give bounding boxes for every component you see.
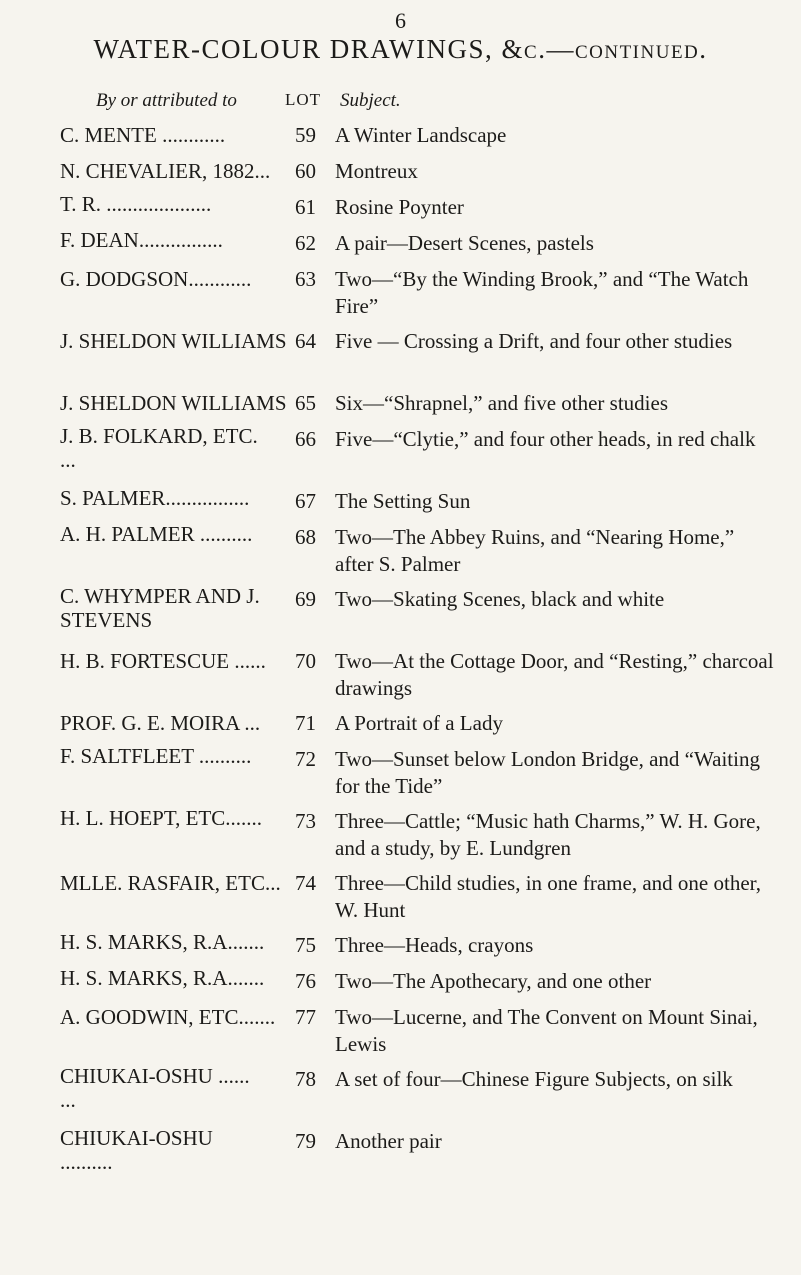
subject-cell: Two—The Abbey Ruins, and “Nearing Home,” after S. Palmer <box>335 525 735 576</box>
lot-number: 65 <box>295 391 316 415</box>
table-row <box>0 930 801 966</box>
lot-number: 64 <box>295 329 316 353</box>
artist-cell: J. SHELDON WILLIAMS <box>60 391 287 415</box>
artist-cell: C. MENTE ............ <box>60 123 226 147</box>
table-row <box>0 264 801 326</box>
lot-number: 76 <box>295 969 316 993</box>
artist-cell: J. B. FOLKARD, ETC. ... <box>60 424 258 472</box>
lot-number: 71 <box>295 711 316 735</box>
subject-cell: Three—Heads, crayons <box>335 933 534 957</box>
table-row <box>0 646 801 708</box>
table-row <box>0 708 801 744</box>
artist-cell: H. S. MARKS, R.A....... <box>60 966 265 990</box>
lot-number: 72 <box>295 747 316 771</box>
lot-number: 74 <box>295 871 316 895</box>
artist-cell: H. L. HOEPT, ETC....... <box>60 806 263 830</box>
subject-cell: A pair—Desert Scenes, pastels <box>335 231 594 255</box>
table-row <box>0 1126 801 1174</box>
table-row <box>0 1002 801 1064</box>
artist-cell: A. H. PALMER .......... <box>60 522 253 546</box>
subject-cell: Two—At the Cottage Door, and “Resting,” charcoal drawings <box>335 649 774 700</box>
artist-cell: C. WHYMPER AND J. STEVENS <box>60 584 260 632</box>
artist-cell: J. SHELDON WILLIAMS <box>60 329 287 353</box>
artist-cell: G. DODGSON............ <box>60 267 252 291</box>
artist-cell: CHIUKAI-OSHU ...... ... <box>60 1064 250 1112</box>
subject-cell: Two—Lucerne, and The Convent on Mount Sinai, Lewis <box>335 1005 758 1056</box>
subject-cell: A Portrait of a Lady <box>335 711 503 735</box>
subject-cell: A Winter Landscape <box>335 123 507 147</box>
lot-number: 61 <box>295 195 316 219</box>
subject-cell: Three—Cattle; “Music hath Charms,” W. H. Gore, and a study, by E. Lundgren <box>335 809 761 860</box>
lot-number: 60 <box>295 159 316 183</box>
artist-cell: A. GOODWIN, ETC....... <box>60 1005 276 1029</box>
lot-number: 67 <box>295 489 316 513</box>
column-header-lot: LOT <box>285 90 322 109</box>
lot-list <box>0 120 801 1174</box>
artist-cell: N. CHEVALIER, 1882... <box>60 159 271 183</box>
section-heading: WATER-COLOUR DRAWINGS, &c.—continued. <box>93 34 708 64</box>
table-row <box>0 192 801 228</box>
table-row <box>0 1064 801 1126</box>
table-row <box>0 120 801 156</box>
artist-cell: F. DEAN................ <box>60 228 223 252</box>
artist-cell: T. R. .................... <box>60 192 212 216</box>
subject-cell: Five — Crossing a Drift, and four other studies <box>335 329 733 353</box>
lot-number: 70 <box>295 649 316 673</box>
lot-number: 78 <box>295 1067 316 1091</box>
subject-cell: A set of four—Chinese Figure Subjects, on silk <box>335 1067 733 1091</box>
table-row <box>0 486 801 522</box>
subject-cell: The Setting Sun <box>335 489 471 513</box>
lot-number: 63 <box>295 267 316 291</box>
table-row <box>0 806 801 868</box>
artist-cell: H. B. FORTESCUE ...... <box>60 649 266 673</box>
subject-cell: Montreux <box>335 159 418 183</box>
artist-cell: F. SALTFLEET .......... <box>60 744 252 768</box>
subject-cell: Six—“Shrapnel,” and five other studies <box>335 391 669 415</box>
table-row <box>0 522 801 584</box>
table-row <box>0 424 801 486</box>
artist-cell: CHIUKAI-OSHU .......... <box>60 1126 213 1174</box>
table-row <box>0 326 801 388</box>
subject-cell: Two—“By the Winding Brook,” and “The Watch Fire” <box>335 267 749 318</box>
table-row <box>0 228 801 264</box>
lot-number: 59 <box>295 123 316 147</box>
lot-number: 66 <box>295 427 316 451</box>
table-row <box>0 156 801 192</box>
subject-cell: Two—Sunset below London Bridge, and “Waiting for the Tide” <box>335 747 760 798</box>
subject-cell: Three—Child studies, in one frame, and one other, W. Hunt <box>335 871 762 922</box>
table-row <box>0 966 801 1002</box>
subject-cell: Two—Skating Scenes, black and white <box>335 587 665 611</box>
subject-cell: Five—“Clytie,” and four other heads, in red chalk <box>335 427 756 451</box>
lot-number: 73 <box>295 809 316 833</box>
table-row <box>0 744 801 806</box>
lot-number: 62 <box>295 231 316 255</box>
artist-cell: S. PALMER................ <box>60 486 250 510</box>
column-header-subject: Subject. <box>340 90 401 111</box>
artist-cell: MLLE. RASFAIR, ETC... <box>60 871 281 895</box>
table-row <box>0 584 801 646</box>
page-number: 6 <box>395 8 406 33</box>
lot-number: 79 <box>295 1129 316 1153</box>
table-row <box>0 388 801 424</box>
lot-number: 77 <box>295 1005 316 1029</box>
subject-cell: Two—The Apothecary, and one other <box>335 969 652 993</box>
artist-cell: H. S. MARKS, R.A....... <box>60 930 265 954</box>
lot-number: 69 <box>295 587 316 611</box>
artist-cell: PROF. G. E. MOIRA ... <box>60 711 261 735</box>
lot-number: 75 <box>295 933 316 957</box>
subject-cell: Rosine Poynter <box>335 195 464 219</box>
column-header-artist: By or attributed to <box>96 90 237 111</box>
table-row <box>0 868 801 930</box>
lot-number: 68 <box>295 525 316 549</box>
subject-cell: Another pair <box>335 1129 442 1153</box>
